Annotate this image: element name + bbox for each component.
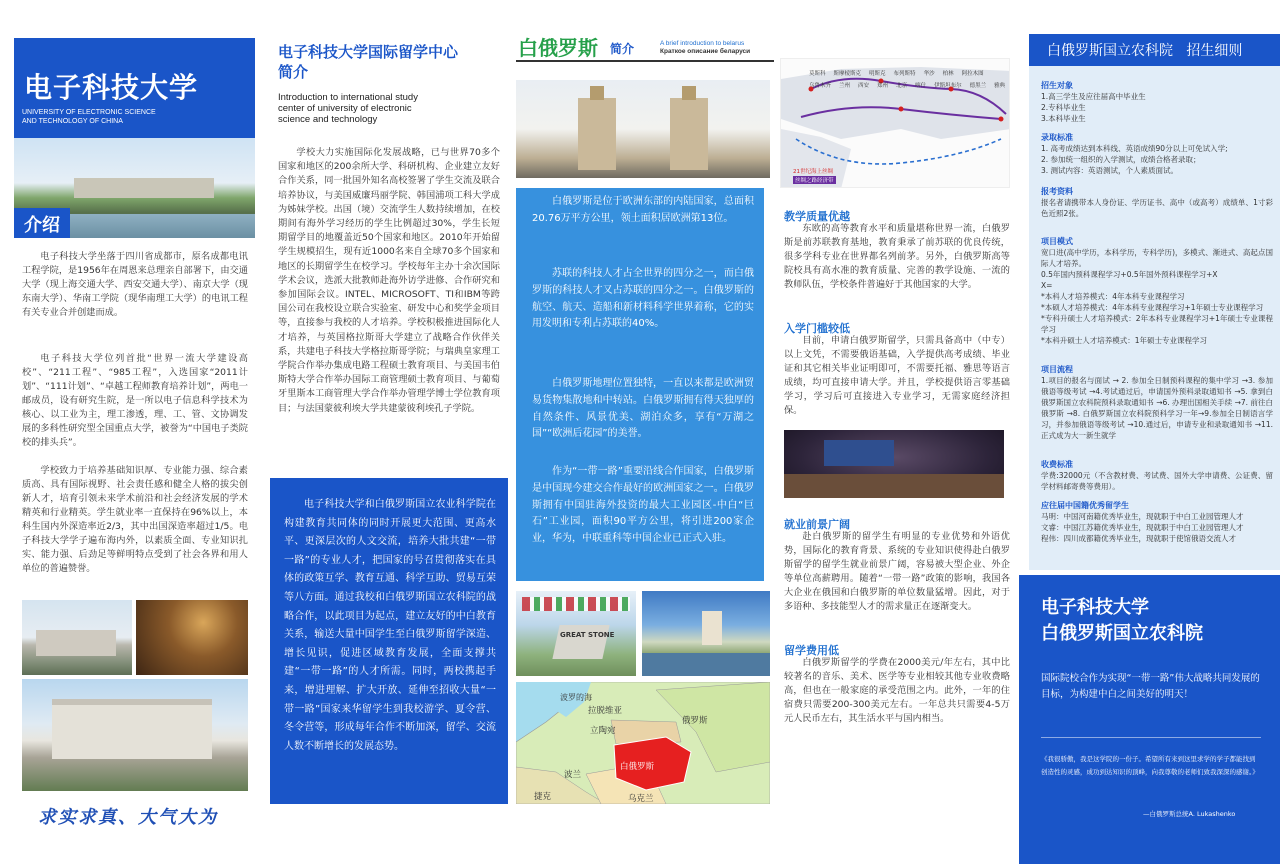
belarus-info-1: 白俄罗斯是位于欧洲东部的内陆国家，总面积20.76万平方公里，领土面积居欧洲第13位。 <box>532 196 754 224</box>
library-building-photo <box>22 679 248 791</box>
map-label-sea: 波罗的海 <box>560 693 592 702</box>
belarus-title-small: 简介 <box>610 42 635 56</box>
legend-land: 丝绸之路经济带 <box>795 178 834 184</box>
cost-text: 白俄罗斯留学的学费在2000美元/年左右，其中比较著名的音乐、美术、医学等专业相较其他专业收费略高，但也在一般家庭的承受范围之内。此外，一年的住宿费只需要200-300美元左右。一年总共只需要4-5万元人民币左右，其生活水平与国内相当。 <box>784 657 1010 724</box>
map-label-ukraine: 乌克兰 <box>628 794 654 804</box>
map-label-lithuania: 立陶宛 <box>590 726 616 736</box>
employment-text: 赴白俄罗斯的留学生有明显的专业优势和外语优势，国际化的教育背景、系统的专业知识使得赴白俄罗斯留学的留学生就业前景广阔，容易被大型企业、外企等单位高薪聘用。随着“一带一路”政策的影响，我国各大企业在俄国和白俄罗斯的单位数量猛增。因此，对于多语种、多技能型人才的需求量正在逐渐变大。 <box>784 531 1010 612</box>
uestc-title-block <box>14 38 255 138</box>
belarus-region-map <box>516 682 770 804</box>
belarus-info-2: 苏联的科技人才占全世界的四分之一，而白俄罗斯的科技人才又占苏联的四分之一。白俄罗斯的航空、航天、造船和新材料科学世界着称，它的实用发明和专利占苏联的40%。 <box>532 268 754 330</box>
cost-title: 留学费用低 <box>784 644 839 657</box>
belarus-title: 白俄罗斯 <box>518 36 598 60</box>
belarus-info-3: 白俄罗斯地理位置独特，一直以来都是欧洲贸易货物集散地和中转站。白俄罗斯拥有得天独厚的自然条件、风景优美、湖泊众多，享有“万湖之国”“欧洲后花园”的美誉。 <box>532 378 754 440</box>
map-label-latvia: 拉脱维亚 <box>588 706 623 716</box>
cathedral-lake-photo <box>642 591 770 676</box>
cooperation-text: 电子科技大学和白俄罗斯国立农业科学院在构建教育共同体的同时开展更大范围、更高水平、更深层次的人文交流，培养大批共建“一带一路”的专业人才，把国家的号召贯彻落实在具体的政策互学、教育互通、科学互助、贸易互荣等八方面。通过我校和白俄罗斯国立农科院的战略合作，以此项目为起点，建立友好的中白教育关系，输送大量中国学生至白俄罗斯留学深造、增长见识，促进区域教育发展，全面支撑共建“一带一路”的人才所需。同时，两校携起手来，增进理解、扩大开放、延伸至招收大量“一带一路”国家来华留学生到我校游学、夏令营、冬令营等，形成每年合作不断加深，留学、交流人数不断增长的发展态势。 <box>284 499 496 752</box>
uestc-intro-paragraph-1: 电子科技大学坐落于四川省成都市，原名成都电讯工程学院，是1956年在周恩来总理亲自部署下，由交通大学（现上海交通大学、西安交通大学）、南京大学（现东南大学）、华南工学院（现华南理工大学）的电讯工程有关专业合并创建而成。 <box>22 251 248 318</box>
panel-intl-center <box>262 0 508 864</box>
intl-center-title: 电子科技大学国际留学中心 简介 <box>278 43 459 81</box>
panel-uestc <box>0 0 262 864</box>
admission-title: 入学门槛较低 <box>784 322 850 335</box>
belarus-info-box <box>516 188 764 581</box>
documents-title: 报考资料 <box>1041 187 1073 196</box>
uestc-title: 电子科技大学 <box>24 71 199 104</box>
past-students-text: 马明：中国河南籍优秀毕业生，现就职于中白工业园管理人才 文睿：中国江苏籍优秀毕业生，现就职于中白工业园管理人才 程伟：四川成都籍优秀毕业生，现就职于使馆俄语交流人才 <box>1041 512 1244 543</box>
fee-title: 收费标准 <box>1041 460 1073 469</box>
partnership-title: 电子科技大学 白俄罗斯国立农科院 <box>1041 597 1203 644</box>
admissions-header-text: 白俄罗斯国立农科院 招生细则 <box>1047 43 1243 59</box>
great-stone-sign-text: GREAT STONE <box>560 631 615 639</box>
map-label-czech: 捷克 <box>534 792 552 802</box>
admissions-header <box>1029 34 1280 66</box>
targets-title: 招生对象 <box>1041 81 1073 90</box>
targets-text: 1.高三学生及应往届高中毕业生 2.专科毕业生 3.本科毕业生 <box>1041 92 1146 123</box>
panel-belarus-intro <box>508 0 774 864</box>
minsk-gate-photo <box>516 80 770 178</box>
admission-text: 目前，申请白俄罗斯留学，只需具备高中（中专）以上文凭，不需要俄语基础，入学提供高考成绩、毕业证和其它相关毕业证明即可，不需要托福、雅思等语言成绩，均可直接申请大学。并且，学校提供语言零基础学习，学习后可直接进入专业学习，无需家庭经济担保。 <box>784 335 1010 416</box>
great-stone-park-photo <box>516 591 636 676</box>
intl-center-en-title: Introduction to international study center of university of electronic science and technology <box>278 92 418 125</box>
belarus-ru-title: Краткое описание беларуси <box>660 48 751 55</box>
intro-heading: 介绍 <box>24 215 60 236</box>
map-label-russia: 俄罗斯 <box>682 716 708 726</box>
employment-title: 就业前景广阔 <box>784 518 850 531</box>
conference-hall-photo <box>784 430 1004 498</box>
region-map-svg <box>516 682 770 804</box>
lecture-hall-photo <box>136 600 248 675</box>
past-students-title: 应往届中国籍优秀留学生 <box>1041 501 1129 510</box>
flow-text: 1.项目的报名与面试 → 2. 参加全日制预科课程的集中学习 →3. 参加俄语等级考试 →4.考试通过后，申请国外预科录取通知书 →5. 拿到白俄罗斯国立农科院预科录取通知书 →6. 办理出国相关手续 →7. 前往白俄罗斯 →8. 白俄罗斯国立农科院预科学习一年→9.参加全日制语言学习，并参加俄语等级考试 →10.通过后，申请专业和录取通知书 →11. 正式成为大一新生就学 <box>1041 376 1273 440</box>
panel-admissions <box>1019 0 1280 864</box>
partnership-text: 国际院校合作为实现“一带一路”伟大战略共同发展的目标，为构建中白之间美好的明天！ <box>1041 673 1260 700</box>
standards-title: 录取标准 <box>1041 133 1073 142</box>
silk-road-map <box>780 58 1010 188</box>
map-label-poland: 波兰 <box>564 770 582 780</box>
mode-text: 宽口进(高中学历，本科学历，专科学历)，多模式、渐进式、高起点国际人才培养。 0.5年国内预科课程学习+0.5年国外预科课程学习+X X= *本科人才培养模式：4年本科专业课程学习 *本硕人才培养模式：4年本科专业课程学习+1年硕士专业课程学习 *专科升硕士人才培养模式：2年本科专业课程学习+1年硕士专业课程学习 *本科升硕士人才培养模式：1年硕士专业课程学习 <box>1041 248 1273 345</box>
silk-road-city-labels: 莫斯科 斯摩棱斯克 明斯克 布列斯特 华沙 柏林 阿拉木图 乌鲁木齐 兰州 西安 郑州 北京 喀什 伊斯坦布尔 德黑兰 雅典 <box>809 71 1006 89</box>
documents-text: 报名者请携带本人身份证、学历证书、高中（或高考）成绩单、1寸彩色近照2张。 <box>1041 198 1273 218</box>
partnership-divider <box>1041 737 1261 738</box>
uestc-en-name: UNIVERSITY OF ELECTRONIC SCIENCE AND TECHNOLOGY OF CHINA <box>22 109 156 125</box>
panel-advantages <box>774 0 1019 864</box>
uestc-intro-paragraph-2: 电子科技大学位列首批“世界一流大学建设高校”、“211工程”、“985工程”，入选国家“2011计划”、“111计划”、“卓越工程师教育培养计划”，两电一邮成员，设有研究生院，是一所以电子信息科学技术为核心、以工业为主，理工渗透，理、工、管、文协调发展的多科性研究型全国重点大学，被誉为“中国电子类院校的排头兵”。 <box>22 353 248 448</box>
fee-text: 学费:32000元（不含教材费、考试费、国外大学申请费、公证费、留学材料邮寄费等费用）。 <box>1041 471 1273 491</box>
uestc-intro-paragraph-3: 学校致力于培养基础知识厚、专业能力强、综合素质高、具有国际视野、社会责任感和健全人格的拔尖创新人才，培育引领未来学术前沿和社会经济发展的学术精英和行业精英。学生就业率一直保持在96%以上，本科生国内外深造率近2/3，其中出国深造率超过1/5。电子科技大学学子遍布海内外，以素质全面、专业知识扎实、能力强、后劲足等鲜明特点受到了社会各界和用人单位的普遍赞誉。 <box>22 465 248 574</box>
flow-title: 项目流程 <box>1041 365 1073 374</box>
cooperation-box <box>270 478 508 804</box>
admissions-details <box>1029 66 1280 570</box>
belarus-en-title: A brief introduction to belarus <box>660 40 745 47</box>
map-label-belarus: 白俄罗斯 <box>620 762 655 772</box>
title-divider <box>516 60 774 62</box>
belarus-info-4: 作为“一带一路”重要沿线合作国家，白俄罗斯是中国现今建交合作最好的欧洲国家之一。白俄罗斯拥有中国驻海外投资的最大工业园区-中白“巨石”工业园，面积90平方公里，将引进200家企业，华为，中联重科等中国企业已正式入驻。 <box>532 466 754 545</box>
partnership-box <box>1019 575 1280 864</box>
intro-heading-block <box>14 208 70 238</box>
legend-maritime: 21世纪海上丝绸 <box>793 169 833 175</box>
intl-center-body: 学校大力实施国际化发展战略，已与世界70多个国家和地区的200余所大学、科研机构、企业建立友好合作关系，同一批国外知名高校签署了学生交流及联合培养协议，与美国威廉玛丽学院、韩国浦项工科大学成为姊妹学校。出国（境）交流学生人数持续增加，在校期间有海外学习经历的学生比例超过30%，学生长短期留学目的地覆盖近50个国家和地区。2010年开始留学生规模招生，现有近1000名来自全球70多个国家和地区的长期留学生在校学习。学校每年主办十余次国际学术会议，选派大批教师赴海外访学进修、合作研究和参加国际会议。INTEL、MICROSOFT、TI和IBM等跨国公司在我校设立联合实验室、研发中心和奖学金项目等，直接参与我校的人才培养。学校积极推进国际化人才培养，与英国格拉斯哥大学建立了战略合作伙伴关系，共建电子科技大学格拉斯哥学院；与瑞典皇家理工学院合作举办集成电路工程硕士教育项目、与美国韦伯斯特大学合作举办国际工商管理硕士教育项目、与葡萄牙里斯本工商管理大学合作举办管理学博士学位教育项目；与法国蒙彼利埃大学共建蒙彼利埃孔子学院。 <box>278 147 500 414</box>
quality-text: 东欧的高等教育水平和质量堪称世界一流，白俄罗斯是前苏联教育基地，教育秉承了前苏联的优良传统，很多学科专业在世界都名列前茅。另外，白俄罗斯高等院校具有高水准的教育质量、完善的教学设施、一流的教师队伍，学校条件普遍好于其他国家的大学。 <box>784 223 1010 290</box>
standards-text: 1. 高考成绩达到本科线、英语成绩90分以上可免试入学; 2. 参加统一组织的入学测试，成绩合格者录取； 3. 测试内容：英语测试，个人素质面试。 <box>1041 144 1228 175</box>
mode-title: 项目模式 <box>1041 237 1073 246</box>
campus-building-photo <box>22 600 132 675</box>
quality-title: 教学质量优越 <box>784 210 850 223</box>
motto: 求实求真、大气大为 <box>38 807 218 828</box>
president-quote-sign: —白俄罗斯总统A. Lukashenko <box>1143 810 1236 818</box>
president-quote: 《我很骄傲，我是这学院的一份子。希望所有来到这里求学的学子都能找到创造性的灵感，成功到达知识的顶峰，向我尊敬的老师们致我深深的感谢。》 <box>1041 755 1259 776</box>
